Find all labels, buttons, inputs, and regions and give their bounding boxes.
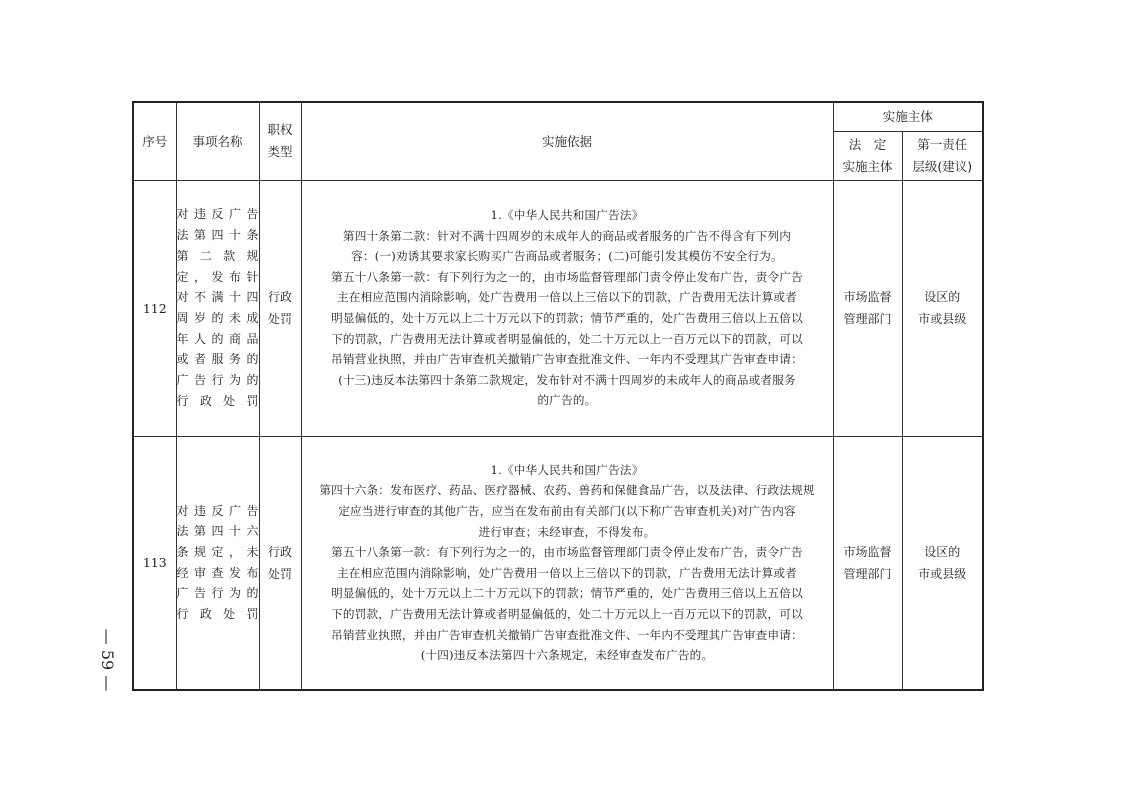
legal-basis-line: 主在相应范围内消除影响，处广告费用一倍以上三倍以下的罚款，广告费用无法计算或者 bbox=[337, 565, 797, 580]
item-name-line: 对违反广告 bbox=[176, 503, 259, 518]
header-type bbox=[259, 102, 301, 180]
item-name-line: 法第四十六 bbox=[176, 524, 259, 539]
authority-type bbox=[259, 180, 301, 436]
header-type-line2: 类型 bbox=[267, 144, 293, 160]
item-name bbox=[176, 180, 259, 436]
item-name-line: 条规定，未 bbox=[176, 545, 259, 560]
item-name-line: 或者服务的 bbox=[176, 352, 259, 367]
responsibility-level-line: 设区的 bbox=[924, 544, 961, 559]
legal-basis-line: 第四十条第二款：针对不满十四周岁的未成年人的商品或者服务的广告不得含有下列内 bbox=[342, 228, 792, 243]
legal-subject bbox=[833, 180, 902, 436]
authority-type-line: 处罚 bbox=[267, 566, 292, 581]
item-name-line: 广告行为的 bbox=[176, 586, 259, 601]
responsibility-level-line: 设区的 bbox=[924, 290, 961, 304]
legal-basis-line: 明显偏低的，处十万元以上二十万元以下的罚款；情节严重的，处广告费用三倍以上五倍以 bbox=[331, 586, 803, 601]
legal-basis-line: 容：(一)劝诱其要求家长购买广告商品或者服务；(二)可能引发其模仿不安全行为。 bbox=[351, 249, 783, 264]
legal-basis-line: 1.《中华人民共和国广告法》 bbox=[490, 208, 644, 223]
row-number: 113 bbox=[133, 436, 176, 690]
legal-basis-line: 进行审查；未经审查，不得发布。 bbox=[478, 524, 656, 539]
legal-subject-line: 市场监督 bbox=[843, 290, 892, 304]
legal-basis-line: 明显偏低的，处十万元以上二十万元以下的罚款；情节严重的，处广告费用三倍以上五倍以 bbox=[331, 311, 803, 325]
header-level-line1: 第一责任 bbox=[917, 136, 968, 152]
legal-basis-line: (十三)违反本法第四十条第二款规定，发布针对不满十四周岁的未成年人的商品或者服务 bbox=[338, 372, 796, 387]
responsibility-level bbox=[902, 180, 983, 436]
item-name-line: 第 二 款 规 bbox=[176, 248, 259, 263]
authority-type-line: 处罚 bbox=[267, 312, 292, 326]
item-name-line: 对不满十四 bbox=[176, 290, 259, 305]
page-number: — 59 — bbox=[98, 628, 118, 692]
legal-subject-line: 管理部门 bbox=[843, 312, 892, 326]
item-name-line: 行政处罚 bbox=[176, 607, 259, 622]
header-subject-group: 实施主体 bbox=[833, 102, 983, 131]
item-name-line: 周岁的未成 bbox=[176, 311, 259, 325]
legal-subject-line: 管理部门 bbox=[843, 566, 892, 581]
legal-basis-line: (十四)违反本法第四十六条规定，未经审查发布广告的。 bbox=[420, 648, 714, 663]
responsibility-level bbox=[902, 436, 983, 690]
legal-basis-line: 第四十六条：发布医疗、药品、医疗器械、农药、兽药和保健食品广告，以及法律、行政法规规 bbox=[319, 483, 815, 498]
item-name-line: 法第四十条 bbox=[176, 228, 259, 243]
responsibility-level-line: 市或县级 bbox=[918, 312, 967, 326]
enforcement-items-table bbox=[132, 101, 984, 691]
authority-type bbox=[259, 436, 301, 690]
row-number: 112 bbox=[133, 180, 176, 436]
legal-subject-line: 市场监督 bbox=[843, 544, 892, 559]
table-row bbox=[133, 436, 983, 690]
legal-basis-line: 下的罚款，广告费用无法计算或者明显偏低的，处二十万元以上一百万元以下的罚款，可以 bbox=[331, 606, 803, 621]
table-row bbox=[133, 180, 983, 436]
header-legal-line1: 法 定 bbox=[848, 136, 887, 152]
item-name-line: 对违反广告 bbox=[176, 207, 259, 222]
header-name: 事项名称 bbox=[176, 102, 259, 180]
legal-basis-line: 吊销营业执照，并由广告审查机关撤销广告审查批准文件、一年内不受理其广告审查申请： bbox=[331, 352, 803, 367]
legal-basis-line: 吊销营业执照，并由广告审查机关撤销广告审查批准文件、一年内不受理其广告审查申请： bbox=[331, 627, 803, 642]
header-basis: 实施依据 bbox=[301, 102, 833, 180]
legal-basis-line: 的广告的。 bbox=[537, 393, 597, 408]
legal-subject bbox=[833, 436, 902, 690]
legal-basis-line: 第五十八条第一款：有下列行为之一的，由市场监督管理部门责令停止发布广告，责令广告 bbox=[331, 545, 803, 560]
item-name-line: 行政处罚 bbox=[176, 393, 259, 408]
legal-basis-line: 下的罚款，广告费用无法计算或者明显偏低的，处二十万元以上一百万元以下的罚款，可以 bbox=[331, 331, 803, 346]
legal-basis-line: 1.《中华人民共和国广告法》 bbox=[490, 462, 644, 477]
item-name-line: 定，发布针 bbox=[176, 269, 259, 284]
item-name-line: 经审查发布 bbox=[176, 565, 259, 580]
responsibility-level-line: 市或县级 bbox=[918, 566, 967, 581]
header-no: 序号 bbox=[133, 102, 176, 180]
legal-basis-line: 主在相应范围内消除影响，处广告费用一倍以上三倍以下的罚款，广告费用无法计算或者 bbox=[337, 290, 797, 305]
item-name-line: 年人的商品 bbox=[176, 331, 259, 346]
legal-basis-line: 第五十八条第一款：有下列行为之一的，由市场监督管理部门责令停止发布广告，责令广告 bbox=[331, 269, 803, 284]
header-level bbox=[902, 131, 983, 180]
legal-basis bbox=[301, 436, 833, 690]
legal-basis bbox=[301, 180, 833, 436]
authority-type-line: 行政 bbox=[267, 544, 292, 559]
header-type-line1: 职权 bbox=[267, 122, 293, 138]
legal-basis-line: 定应当进行审查的其他广告，应当在发布前由有关部门(以下称广告审查机关)对广告内容 bbox=[338, 503, 796, 518]
authority-type-line: 行政 bbox=[267, 290, 292, 304]
item-name bbox=[176, 436, 259, 690]
header-level-line2: 层级(建议) bbox=[912, 158, 973, 174]
header-legal-line2: 实施主体 bbox=[842, 158, 893, 174]
header-legal-subject bbox=[833, 131, 902, 180]
item-name-line: 广告行为的 bbox=[176, 373, 259, 388]
